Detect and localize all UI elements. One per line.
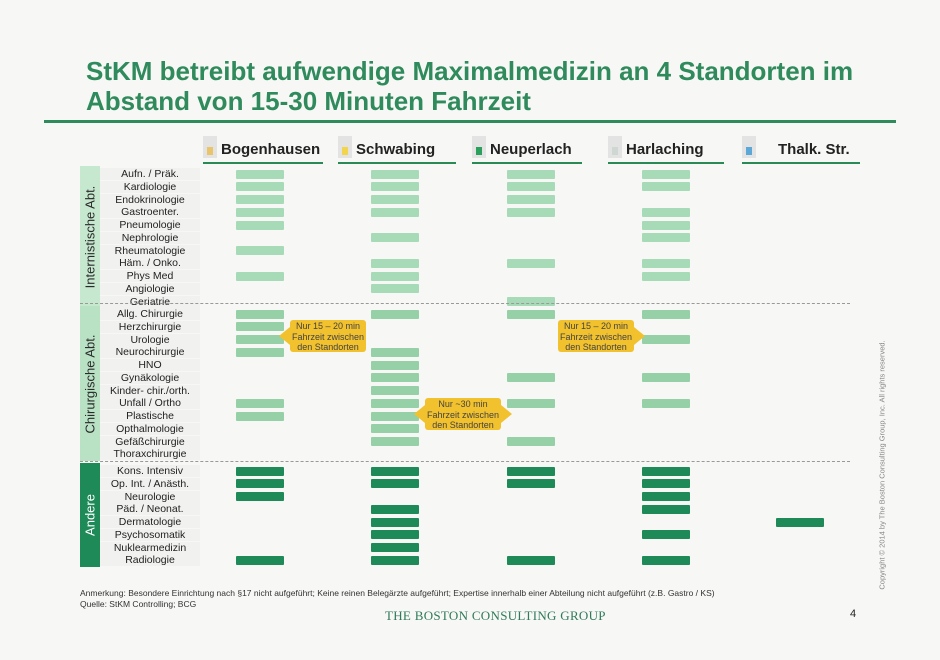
department-bar xyxy=(642,233,690,242)
department-bar xyxy=(371,361,419,370)
department-label: Neurochirurgie xyxy=(115,346,185,359)
department-bar xyxy=(371,233,419,242)
department-bar xyxy=(776,518,824,527)
hospital-icon xyxy=(472,136,486,158)
department-bar xyxy=(236,195,284,204)
department-bar xyxy=(236,272,284,281)
department-label: Herzchirurgie xyxy=(118,320,182,333)
department-bar xyxy=(236,467,284,476)
department-bar xyxy=(642,556,690,565)
group-band-andere xyxy=(80,463,100,567)
department-bar xyxy=(236,310,284,319)
department-bar xyxy=(371,479,419,488)
department-bar xyxy=(236,221,284,230)
department-bar xyxy=(236,479,284,488)
travel-time-callout xyxy=(558,320,634,353)
group-divider xyxy=(80,461,850,462)
department-bar xyxy=(507,399,555,408)
department-label: Unfall / Ortho xyxy=(119,397,181,410)
hospital-icon xyxy=(203,136,217,158)
site-name: Thalk. Str. xyxy=(778,141,850,158)
department-bar xyxy=(236,335,284,344)
arrow-right-icon xyxy=(634,327,645,345)
department-label: HNO xyxy=(138,359,162,371)
department-label: Neurologie xyxy=(124,490,176,503)
department-bar xyxy=(371,182,419,191)
callout-text: Nur 15 – 20 min Fahrzeit zwischen den Standorten xyxy=(559,321,633,352)
callout-text: Nur ~30 min Fahrzeit zwischen den Standorten xyxy=(426,399,500,430)
department-label: Op. Int. / Anästh. xyxy=(110,477,190,490)
department-bar xyxy=(371,259,419,268)
site-name: Harlaching xyxy=(626,141,704,158)
department-label: Allg. Chirurgie xyxy=(117,308,183,320)
site-underline xyxy=(338,162,456,164)
department-bar xyxy=(642,170,690,179)
department-bar xyxy=(371,310,419,319)
arrow-right-icon xyxy=(501,405,512,423)
department-bar xyxy=(371,437,419,446)
source-note: Quelle: StKM Controlling; BCG xyxy=(80,599,197,609)
department-label: Gynäkologie xyxy=(120,371,180,384)
department-bar xyxy=(507,467,555,476)
site-name: Neuperlach xyxy=(490,141,572,158)
department-bar xyxy=(371,208,419,217)
department-bar xyxy=(507,170,555,179)
group-divider xyxy=(80,303,850,304)
department-bar xyxy=(507,373,555,382)
department-bar xyxy=(507,182,555,191)
site-underline xyxy=(203,162,323,164)
department-bar xyxy=(642,335,690,344)
department-bar xyxy=(507,195,555,204)
department-bar xyxy=(371,386,419,395)
group-label: Chirurgische Abt. xyxy=(82,334,98,433)
department-label: Urologie xyxy=(130,333,170,346)
department-bar xyxy=(507,208,555,217)
department-bar xyxy=(371,467,419,476)
department-bar xyxy=(642,310,690,319)
department-bar xyxy=(371,556,419,565)
copyright-text: Copyright © 2014 by The Boston Consulting Group, Inc. All rights reserved. xyxy=(877,340,887,590)
department-label: Plastische xyxy=(126,410,174,422)
site-header-1 xyxy=(338,136,456,162)
title-divider xyxy=(44,120,896,123)
bcg-logo: THE BOSTON CONSULTING GROUP xyxy=(385,608,606,623)
department-bar xyxy=(642,530,690,539)
department-bar xyxy=(236,556,284,565)
travel-time-callout xyxy=(290,320,366,353)
department-bar xyxy=(642,259,690,268)
department-bar xyxy=(236,412,284,421)
department-bar xyxy=(371,373,419,382)
site-header-0 xyxy=(203,136,323,162)
site-header-3 xyxy=(608,136,724,162)
department-bar xyxy=(236,492,284,501)
department-bar xyxy=(507,437,555,446)
department-label: Kons. Intensiv xyxy=(117,465,183,477)
department-bar xyxy=(642,479,690,488)
department-label: Kardiologie xyxy=(123,180,177,193)
department-label: Geriatrie xyxy=(129,295,171,308)
group-label: Andere xyxy=(82,494,98,536)
department-label: Päd. / Neonat. xyxy=(116,503,184,516)
arrow-left-icon xyxy=(279,327,290,345)
callout-text: Nur 15 – 20 min Fahrzeit zwischen den Standorten xyxy=(291,321,365,352)
department-bar xyxy=(642,373,690,382)
department-bar xyxy=(371,399,419,408)
department-bar xyxy=(371,505,419,514)
department-bar xyxy=(236,399,284,408)
site-underline xyxy=(472,162,582,164)
department-bar xyxy=(507,310,555,319)
hospital-icon xyxy=(742,136,756,158)
department-label: Nuklearmedizin xyxy=(113,541,187,554)
site-underline xyxy=(608,162,724,164)
site-name: Bogenhausen xyxy=(221,141,321,158)
department-bar xyxy=(642,492,690,501)
department-label: Nephrologie xyxy=(121,231,179,244)
department-bar xyxy=(371,518,419,527)
department-bar xyxy=(642,221,690,230)
arrow-left-icon xyxy=(414,405,425,423)
department-bar xyxy=(371,543,419,552)
department-bar xyxy=(371,412,419,421)
department-label: Gefäßchirurgie xyxy=(115,435,185,448)
footnote: Anmerkung: Besondere Einrichtung nach §17 nicht aufgeführt; Keine reinen Belegärzte aufgeführt; Expertise innerhalb einer Abteilung nicht aufgeführt (z.B. Gastro / KS) xyxy=(80,588,715,598)
department-bar xyxy=(642,208,690,217)
hospital-icon xyxy=(338,136,352,158)
department-bar xyxy=(371,284,419,293)
site-name: Schwabing xyxy=(356,141,436,158)
department-label: Rheumatologie xyxy=(114,244,186,257)
department-bar xyxy=(236,246,284,255)
department-bar xyxy=(642,182,690,191)
department-label: Angiologie xyxy=(125,282,175,295)
travel-time-callout xyxy=(425,398,501,431)
department-label: Aufn. / Präk. xyxy=(121,168,179,180)
department-label: Opthalmologie xyxy=(116,422,184,435)
department-bar xyxy=(371,424,419,433)
site-header-2 xyxy=(472,136,582,162)
department-bar xyxy=(642,505,690,514)
department-label: Psychosomatik xyxy=(114,528,186,541)
department-bar xyxy=(507,556,555,565)
department-bar xyxy=(371,348,419,357)
department-label: Thoraxchirurgie xyxy=(113,448,187,461)
department-label: Kinder- chir./orth. xyxy=(110,384,190,397)
department-label: Gastroenter. xyxy=(121,206,179,219)
department-bar xyxy=(507,479,555,488)
department-bar xyxy=(236,182,284,191)
department-label: Dermatologie xyxy=(118,516,182,528)
department-bar xyxy=(371,272,419,281)
group-band-chirurg xyxy=(80,306,100,461)
page-title: StKM betreibt aufwendige Maximalmedizin an 4 Standorten im Abstand von 15-30 Minuten Fahrzeit xyxy=(86,56,854,116)
hospital-icon xyxy=(608,136,622,158)
department-bar xyxy=(507,297,555,306)
department-bar xyxy=(642,272,690,281)
group-band-internist xyxy=(80,166,100,308)
department-bar xyxy=(371,195,419,204)
department-label: Pneumologie xyxy=(119,219,181,231)
site-underline xyxy=(742,162,860,164)
department-bar xyxy=(507,259,555,268)
department-bar xyxy=(236,170,284,179)
department-bar xyxy=(371,170,419,179)
department-label: Radiologie xyxy=(125,554,175,567)
department-bar xyxy=(371,530,419,539)
department-bar xyxy=(642,399,690,408)
department-bar xyxy=(236,322,284,331)
department-label: Phys Med xyxy=(126,270,174,282)
site-header-4 xyxy=(742,136,860,162)
department-label: Endokrinologie xyxy=(115,193,185,206)
department-label: Häm. / Onko. xyxy=(119,257,181,270)
department-bar xyxy=(236,208,284,217)
group-label: Internistische Abt. xyxy=(82,185,98,289)
department-bar xyxy=(236,348,284,357)
page-number: 4 xyxy=(850,608,857,620)
department-bar xyxy=(642,467,690,476)
